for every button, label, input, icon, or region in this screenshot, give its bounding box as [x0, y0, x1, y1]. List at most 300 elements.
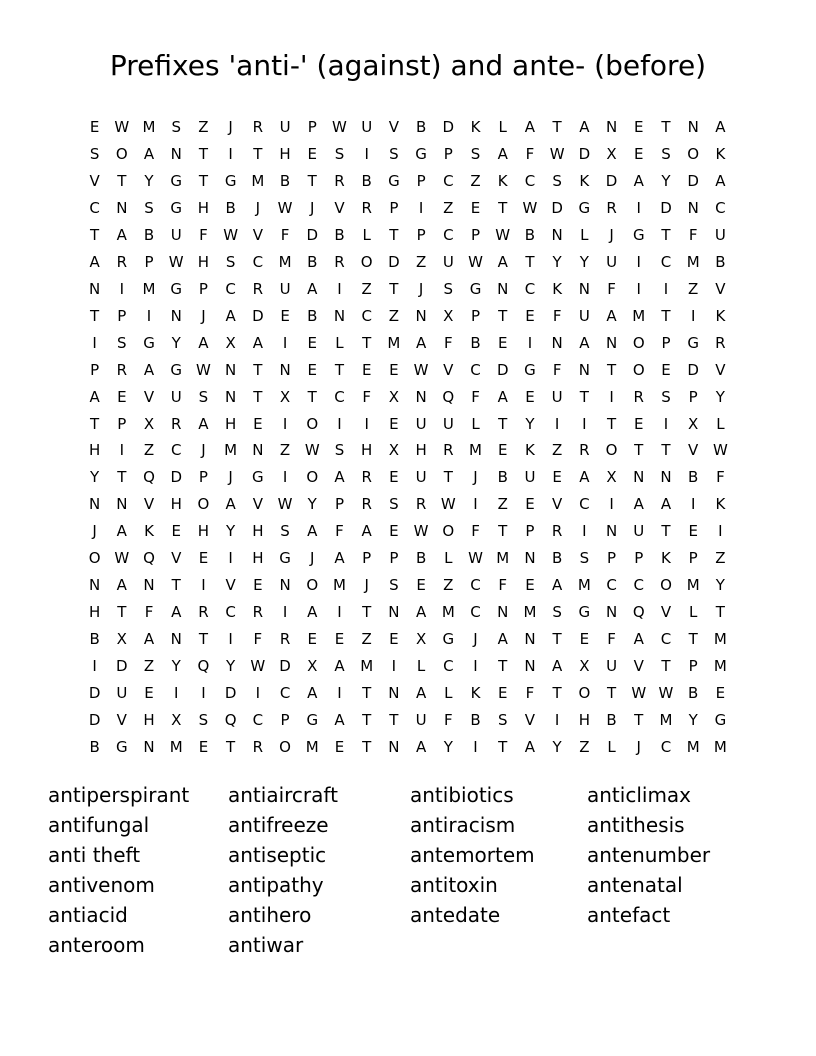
- grid-letter: M: [387, 333, 401, 352]
- grid-letter: Y: [171, 333, 181, 352]
- grid-letter: I: [609, 495, 614, 514]
- grid-letter: I: [473, 737, 478, 756]
- grid-letter: U: [551, 387, 563, 406]
- grid-letter: V: [252, 226, 263, 245]
- grid-letter: I: [282, 468, 288, 487]
- grid-letter: S: [334, 441, 345, 460]
- grid-letter: H: [88, 441, 101, 460]
- grid-letter: Y: [552, 737, 562, 756]
- grid-letter: P: [117, 414, 127, 433]
- grid-letter: A: [660, 495, 672, 514]
- grid-letter: N: [225, 387, 237, 406]
- grid-letter: W: [277, 199, 293, 218]
- grid-letter: H: [361, 441, 373, 460]
- grid-letter: H: [578, 710, 590, 729]
- grid-letter: I: [554, 710, 560, 729]
- grid-letter: T: [334, 360, 345, 379]
- grid-letter: A: [715, 172, 726, 191]
- grid-letter: M: [632, 306, 646, 325]
- grid-letter: E: [497, 333, 508, 352]
- grid-letter: E: [253, 576, 263, 595]
- grid-letter: W: [440, 495, 456, 514]
- grid-letter: D: [551, 199, 563, 218]
- grid-letter: T: [362, 602, 372, 621]
- grid-letter: S: [661, 387, 671, 406]
- grid-letter: Y: [552, 253, 562, 272]
- grid-letter: G: [714, 710, 727, 729]
- grid-letter: K: [497, 172, 508, 191]
- grid-letter: J: [310, 199, 315, 218]
- grid-letter: T: [443, 468, 453, 487]
- grid-letter: T: [661, 118, 671, 137]
- grid-letter: N: [170, 306, 182, 325]
- grid-letter: F: [280, 226, 290, 245]
- grid-letter: E: [117, 387, 127, 406]
- grid-letter: A: [497, 387, 508, 406]
- grid-letter: C: [170, 441, 182, 460]
- grid-letter: F: [443, 333, 453, 352]
- grid-letter: T: [606, 360, 617, 379]
- grid-letter: T: [498, 656, 508, 675]
- grid-letter: I: [255, 683, 261, 702]
- word-list-column: [48, 780, 189, 960]
- grid-letter: N: [170, 629, 182, 648]
- grid-letter: T: [498, 199, 508, 218]
- grid-letter: M: [333, 576, 346, 595]
- grid-letter: I: [228, 629, 233, 648]
- grid-letter: G: [306, 710, 319, 729]
- grid-letter: U: [606, 253, 618, 272]
- grid-letter: C: [660, 253, 672, 272]
- grid-letter: Z: [470, 172, 481, 191]
- word-list-item: antipathy: [228, 873, 324, 897]
- grid-letter: U: [606, 656, 618, 675]
- grid-letter: X: [388, 387, 400, 406]
- grid-letter: D: [116, 656, 128, 675]
- grid-letter: M: [441, 602, 455, 621]
- grid-letter: C: [225, 279, 236, 298]
- grid-letter: V: [715, 279, 726, 298]
- grid-letter: G: [224, 172, 237, 191]
- grid-letter: P: [416, 226, 426, 245]
- grid-letter: T: [198, 172, 209, 191]
- grid-letter: P: [607, 549, 617, 568]
- grid-letter: P: [525, 522, 535, 541]
- word-list-item: antiracism: [410, 813, 516, 837]
- grid-letter: R: [551, 522, 563, 541]
- grid-letter: Z: [497, 495, 508, 514]
- grid-letter: T: [661, 306, 671, 325]
- grid-letter: J: [228, 468, 233, 487]
- grid-letter: Y: [226, 522, 236, 541]
- grid-letter: Y: [90, 468, 100, 487]
- grid-letter: A: [116, 576, 127, 595]
- grid-letter: S: [443, 279, 454, 298]
- grid-letter: O: [632, 333, 645, 352]
- grid-letter: A: [252, 333, 263, 352]
- grid-letter: A: [552, 576, 563, 595]
- grid-letter: T: [579, 387, 589, 406]
- grid-letter: F: [525, 683, 535, 702]
- grid-letter: Z: [361, 279, 372, 298]
- word-list-item: antedate: [410, 903, 501, 927]
- grid-letter: A: [89, 253, 100, 272]
- word-list-item: antiwar: [228, 933, 304, 957]
- word-list-item: antihero: [228, 903, 312, 927]
- grid-letter: W: [468, 549, 483, 568]
- grid-letter: O: [632, 360, 645, 379]
- grid-letter: I: [690, 495, 696, 514]
- grid-letter: D: [279, 656, 291, 675]
- grid-letter: I: [636, 199, 641, 218]
- grid-letter: B: [470, 710, 481, 729]
- grid-letter: J: [418, 279, 424, 298]
- grid-letter: M: [686, 253, 700, 272]
- grid-letter: E: [389, 360, 399, 379]
- grid-letter: D: [578, 145, 591, 164]
- grid-letter: C: [524, 172, 536, 191]
- grid-letter: I: [119, 279, 125, 298]
- grid-letter: M: [659, 710, 673, 729]
- grid-letter: Y: [443, 737, 453, 756]
- grid-letter: Z: [443, 199, 454, 218]
- grid-letter: M: [686, 576, 700, 595]
- grid-letter: A: [715, 118, 726, 137]
- grid-letter: L: [444, 683, 453, 702]
- grid-letter: X: [415, 629, 427, 648]
- word-list-item: antifreeze: [228, 813, 329, 837]
- grid-letter: M: [251, 172, 265, 191]
- grid-letter: B: [470, 333, 481, 352]
- grid-letter: T: [606, 683, 617, 702]
- grid-letter: U: [442, 253, 454, 272]
- grid-letter: P: [470, 306, 481, 325]
- grid-letter: D: [252, 306, 264, 325]
- grid-letter: X: [688, 414, 699, 433]
- grid-letter: V: [143, 495, 155, 514]
- grid-letter: X: [606, 145, 617, 164]
- grid-letter: Z: [279, 441, 291, 460]
- grid-letter: X: [225, 333, 236, 352]
- grid-letter: M: [224, 441, 238, 460]
- grid-letter: Z: [415, 253, 427, 272]
- grid-letter: G: [115, 737, 128, 756]
- grid-letter: O: [115, 145, 128, 164]
- grid-letter: U: [442, 414, 454, 433]
- grid-letter: A: [579, 118, 590, 137]
- grid-letter: O: [687, 145, 700, 164]
- grid-letter: R: [198, 602, 209, 621]
- grid-letter: Z: [443, 576, 454, 595]
- grid-letter: S: [579, 549, 590, 568]
- grid-letter: T: [117, 602, 127, 621]
- grid-letter: H: [279, 145, 291, 164]
- grid-letter: B: [551, 549, 563, 568]
- grid-letter: W: [250, 656, 266, 675]
- grid-letter: I: [228, 145, 233, 164]
- grid-letter: K: [579, 172, 590, 191]
- grid-letter: G: [252, 468, 264, 487]
- grid-letter: V: [715, 360, 726, 379]
- grid-letter: M: [169, 737, 183, 756]
- word-list-item: antiacid: [48, 903, 128, 927]
- grid-letter: I: [636, 279, 641, 298]
- grid-letter: J: [636, 737, 641, 756]
- grid-letter: J: [609, 226, 614, 245]
- grid-letter: B: [307, 253, 318, 272]
- grid-letter: C: [252, 253, 264, 272]
- grid-letter: P: [688, 549, 698, 568]
- grid-letter: I: [201, 576, 206, 595]
- grid-letter: T: [389, 226, 399, 245]
- grid-letter: E: [552, 468, 562, 487]
- grid-letter: S: [389, 576, 399, 595]
- grid-letter: F: [443, 710, 453, 729]
- grid-letter: F: [607, 279, 616, 298]
- grid-letter: N: [578, 279, 590, 298]
- grid-letter: E: [389, 629, 399, 648]
- grid-letter: D: [224, 683, 237, 702]
- grid-letter: R: [415, 495, 427, 514]
- grid-letter: O: [660, 576, 672, 595]
- word-list-column: [228, 780, 338, 960]
- grid-letter: X: [579, 656, 590, 675]
- grid-letter: B: [89, 629, 100, 648]
- grid-letter: A: [524, 737, 536, 756]
- grid-letter: E: [416, 576, 426, 595]
- grid-letter: S: [389, 495, 399, 514]
- grid-letter: A: [116, 226, 127, 245]
- grid-letter: B: [688, 683, 699, 702]
- grid-letter: T: [661, 522, 671, 541]
- grid-letter: Y: [307, 495, 317, 514]
- grid-letter: N: [388, 683, 400, 702]
- grid-letter: W: [196, 360, 211, 379]
- grid-letter: I: [201, 683, 206, 702]
- grid-letter: I: [663, 414, 669, 433]
- grid-letter: N: [170, 145, 182, 164]
- grid-letter: L: [498, 118, 507, 137]
- grid-letter: U: [578, 306, 590, 325]
- grid-letter: F: [716, 468, 725, 487]
- grid-letter: A: [633, 629, 644, 648]
- grid-letter: W: [114, 549, 130, 568]
- grid-letter: X: [116, 629, 127, 648]
- grid-letter: F: [362, 387, 371, 406]
- grid-letter: T: [389, 710, 399, 729]
- grid-letter: C: [470, 602, 481, 621]
- grid-letter: E: [198, 549, 209, 568]
- grid-letter: T: [552, 683, 562, 702]
- grid-letter: R: [334, 172, 345, 191]
- grid-letter: O: [578, 683, 591, 702]
- grid-letter: V: [143, 387, 155, 406]
- grid-letter: R: [279, 629, 291, 648]
- grid-letter: P: [389, 199, 399, 218]
- grid-letter: T: [389, 279, 399, 298]
- grid-letter: C: [633, 576, 644, 595]
- grid-letter: R: [361, 495, 372, 514]
- grid-letter: V: [225, 576, 236, 595]
- grid-letter: C: [225, 602, 236, 621]
- grid-letter: L: [716, 414, 725, 433]
- grid-letter: X: [307, 656, 318, 675]
- word-list: [48, 780, 778, 970]
- grid-letter: E: [525, 387, 535, 406]
- grid-letter: P: [416, 172, 426, 191]
- grid-letter: G: [143, 333, 155, 352]
- grid-letter: A: [334, 468, 345, 487]
- grid-letter: P: [280, 710, 290, 729]
- grid-letter: A: [334, 656, 345, 675]
- grid-letter: I: [582, 522, 587, 541]
- grid-letter: A: [143, 360, 155, 379]
- grid-letter: J: [92, 522, 97, 541]
- grid-letter: E: [389, 468, 399, 487]
- grid-letter: N: [497, 279, 509, 298]
- grid-letter: I: [228, 549, 233, 568]
- grid-letter: E: [89, 118, 100, 137]
- grid-letter: Q: [442, 387, 455, 406]
- grid-letter: H: [415, 441, 427, 460]
- grid-letter: D: [306, 226, 319, 245]
- grid-letter: I: [92, 656, 97, 675]
- grid-letter: B: [497, 468, 508, 487]
- grid-letter: N: [605, 602, 618, 621]
- grid-letter: J: [201, 306, 206, 325]
- grid-letter: M: [577, 576, 591, 595]
- grid-letter: A: [198, 333, 209, 352]
- grid-letter: N: [143, 576, 155, 595]
- grid-letter: Q: [224, 710, 237, 729]
- grid-letter: P: [688, 387, 698, 406]
- grid-letter: T: [362, 683, 372, 702]
- grid-letter: N: [687, 118, 699, 137]
- grid-letter: I: [337, 414, 342, 433]
- grid-letter: O: [306, 468, 319, 487]
- grid-letter: W: [223, 226, 239, 245]
- grid-letter: V: [688, 441, 699, 460]
- grid-letter: I: [554, 414, 560, 433]
- grid-letter: E: [144, 683, 154, 702]
- grid-letter: E: [525, 306, 535, 325]
- grid-letter: A: [497, 145, 508, 164]
- word-list-item: antitoxin: [410, 873, 498, 897]
- grid-letter: O: [197, 495, 210, 514]
- grid-letter: A: [552, 656, 563, 675]
- grid-letter: T: [253, 387, 263, 406]
- grid-letter: R: [606, 199, 617, 218]
- grid-letter: O: [306, 576, 319, 595]
- grid-letter: N: [333, 306, 346, 325]
- grid-letter: T: [362, 737, 372, 756]
- grid-letter: P: [362, 549, 372, 568]
- grid-letter: C: [443, 226, 454, 245]
- grid-letter: M: [360, 656, 374, 675]
- grid-letter: I: [174, 683, 179, 702]
- grid-letter: E: [307, 360, 317, 379]
- grid-letter: E: [171, 522, 181, 541]
- grid-letter: Y: [661, 172, 671, 191]
- grid-letter: A: [89, 387, 100, 406]
- grid-letter: S: [470, 145, 481, 164]
- grid-letter: P: [661, 333, 671, 352]
- grid-letter: K: [715, 306, 726, 325]
- grid-letter: V: [116, 710, 127, 729]
- grid-letter: I: [282, 333, 288, 352]
- grid-letter: W: [413, 522, 429, 541]
- grid-letter: A: [225, 495, 236, 514]
- word-list-item: antifungal: [48, 813, 150, 837]
- grid-letter: S: [198, 710, 209, 729]
- grid-letter: A: [415, 602, 427, 621]
- grid-letter: I: [364, 145, 369, 164]
- grid-letter: E: [253, 414, 263, 433]
- grid-letter: D: [605, 172, 618, 191]
- grid-letter: T: [634, 710, 644, 729]
- grid-letter: Y: [688, 710, 698, 729]
- grid-letter: A: [116, 522, 127, 541]
- grid-letter: E: [280, 306, 290, 325]
- grid-letter: N: [524, 549, 536, 568]
- grid-letter: T: [171, 576, 181, 595]
- grid-letter: R: [116, 360, 128, 379]
- grid-letter: R: [361, 199, 372, 218]
- grid-letter: A: [307, 683, 318, 702]
- grid-letter: S: [497, 710, 508, 729]
- grid-letter: E: [307, 629, 317, 648]
- grid-letter: N: [660, 468, 672, 487]
- grid-letter: T: [226, 737, 236, 756]
- grid-letter: T: [661, 656, 671, 675]
- grid-letter: M: [523, 602, 537, 621]
- grid-letter: B: [334, 226, 345, 245]
- grid-letter: I: [364, 414, 369, 433]
- word-list-item: anticlimax: [587, 783, 692, 807]
- grid-letter: F: [498, 576, 508, 595]
- grid-letter: Z: [715, 549, 726, 568]
- grid-letter: E: [334, 629, 345, 648]
- grid-letter: A: [633, 495, 644, 514]
- grid-letter: U: [714, 226, 726, 245]
- grid-letter: A: [171, 602, 182, 621]
- grid-letter: H: [197, 522, 210, 541]
- grid-letter: N: [225, 360, 237, 379]
- grid-letter: A: [524, 118, 536, 137]
- grid-letter: G: [578, 199, 591, 218]
- grid-letter: L: [607, 737, 616, 756]
- word-list-column: [410, 780, 535, 930]
- grid-letter: N: [279, 576, 291, 595]
- grid-letter: N: [551, 226, 563, 245]
- grid-letter: V: [443, 360, 454, 379]
- grid-letter: W: [413, 360, 429, 379]
- grid-letter: I: [636, 253, 641, 272]
- grid-letter: D: [442, 118, 455, 137]
- grid-letter: G: [687, 333, 699, 352]
- grid-letter: N: [551, 333, 563, 352]
- grid-letter: A: [415, 737, 427, 756]
- grid-letter: D: [170, 468, 182, 487]
- grid-letter: N: [88, 495, 101, 514]
- grid-letter: E: [634, 414, 644, 433]
- grid-letter: K: [525, 441, 535, 460]
- grid-letter: M: [686, 737, 700, 756]
- grid-letter: I: [282, 414, 288, 433]
- grid-letter: F: [335, 522, 344, 541]
- grid-letter: V: [388, 118, 400, 137]
- grid-letter: G: [170, 172, 183, 191]
